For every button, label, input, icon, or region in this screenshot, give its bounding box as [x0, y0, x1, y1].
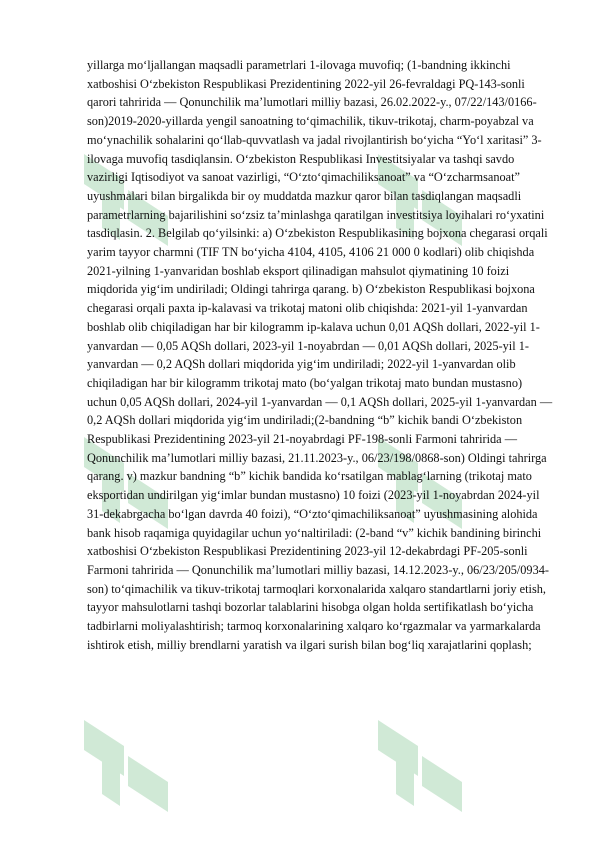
logo-watermark-icon — [76, 698, 176, 828]
logo-watermark-icon — [370, 698, 470, 828]
document-body-text: yillarga mo‘ljallangan maqsadli parametrlari 1-ilovaga muvofiq; (1-bandning ikkinchi xatboshisi O‘zbekiston Respublikasi Prezidentining 2022-yil 26-fevraldagi PQ-143-sonli qarori tahririda — Qonunchilik ma’lumotlari milliy bazasi, 26.02.2022-y., 07/22/143/0166-son)2019-2020-yillarda yengil sanoatning to‘qimachilik, tikuv-trikotaj, charm-poyabzal va mo‘ynachilik sohalarini qo‘llab-quvvatlash va jadal rivojlantirish bo‘yicha “Yo‘l xaritasi” 3-ilovaga muvofiq tasdiqlansin. O‘zbekiston Respublikasi Investitsiyalar va tashqi savdo vazirligi Iqtisodiyot va sanoat vazirligi, “O‘zto‘qimachiliksanoat” va “O‘zcharmsanoat” uyushmalari bilan birgalikda bir oy muddatda mazkur qaror bilan tasdiqlangan maqsadli parametrlarning bajarilishini so‘zsiz ta’minlashga qaratilgan investitsiya loyihalari ro‘yxatini tasdiqlasin. 2. Belgilab qo‘yilsinki: a) O‘zbekiston Respublikasining bojxona chegarasi orqali yarim tayyor charmni (TIF TN bo‘yicha 4104, 4105, 4106 21 000 0 kodlari) olib chiqishda 2021-yilning 1-yanvaridan boshlab eksport qilinadigan mahsulot qiymatining 10 foizi miqdorida yig‘im undiriladi; Oldingi tahrirga qarang. b) O‘zbekiston Respublikasi bojxona chegarasi orqali paxta ip-kalavasi va trikotaj matoni olib chiqishda: 2021-yil 1-yanvardan boshlab olib chiqiladigan har bir kilogramm ip-kalava uchun 0,01 AQSh dollari, 2022-yil 1-yanvardan — 0,05 AQSh dollari, 2023-yil 1-noyabrdan — 0,01 AQSh dollari, 2025-yil 1-yanvardan — 0,2 AQSh dollari miqdorida yig‘im undiriladi; 2022-yil 1-yanvardan olib chiqiladigan har bir kilogramm trikotaj mato (bo‘yalgan trikotaj mato bundan mustasno) uchun 0,05 AQSh dollari, 2024-yil 1-yanvardan — 0,1 AQSh dollari, 2025-yil 1-yanvardan — 0,2 AQSh dollari miqdorida yig‘im undiriladi;(2-bandning “b” kichik bandi O‘zbekiston Respublikasi Prezidentining 2023-yil 21-noyabrdagi PF-198-sonli Farmoni tahririda — Qonunchilik ma’lumotlari milliy bazasi, 21.11.2023-y., 06/23/198/0868-son) Oldingi tahrirga qarang. v) mazkur bandning “b” kichik bandida ko‘rsatilgan mablag‘larning (trikotaj mato eksportidan undirilgan yig‘imlar bundan mustasno) 10 foizi (2023-yil 1-noyabrdan 2024-yil 31-dekabrgacha bo‘lgan davrda 40 foizi), “O‘zto‘qimachiliksanoat” uyushmasining alohida bank hisob raqamiga quyidagilar uchun yo‘naltiriladi: (2-band “v” kichik bandining birinchi xatboshisi O‘zbekiston Respublikasi Prezidentining 2023-yil 12-dekabrdagi PF-205-sonli Farmoni tahririda — Qonunchilik ma’lumotlari milliy bazasi, 14.12.2023-y., 06/23/205/0934-son) to‘qimachilik va tikuv-trikotaj tarmoqlari korxonalarida xalqaro standartlarni joriy etish, tayyor mahsulotlarni tashqi bozorlar talablarini hisobga olgan holda sertifikatlash bo‘yicha tadbirlarni moliyalashtirish; tarmoq korxonalarining xalqaro ko‘rgazmalar va yarmarkalarda ishtirok etish, milliy brendlarni yaratish va ilgari surish bilan bog‘liq xarajatlarini qoplash; — [87, 58, 553, 652]
